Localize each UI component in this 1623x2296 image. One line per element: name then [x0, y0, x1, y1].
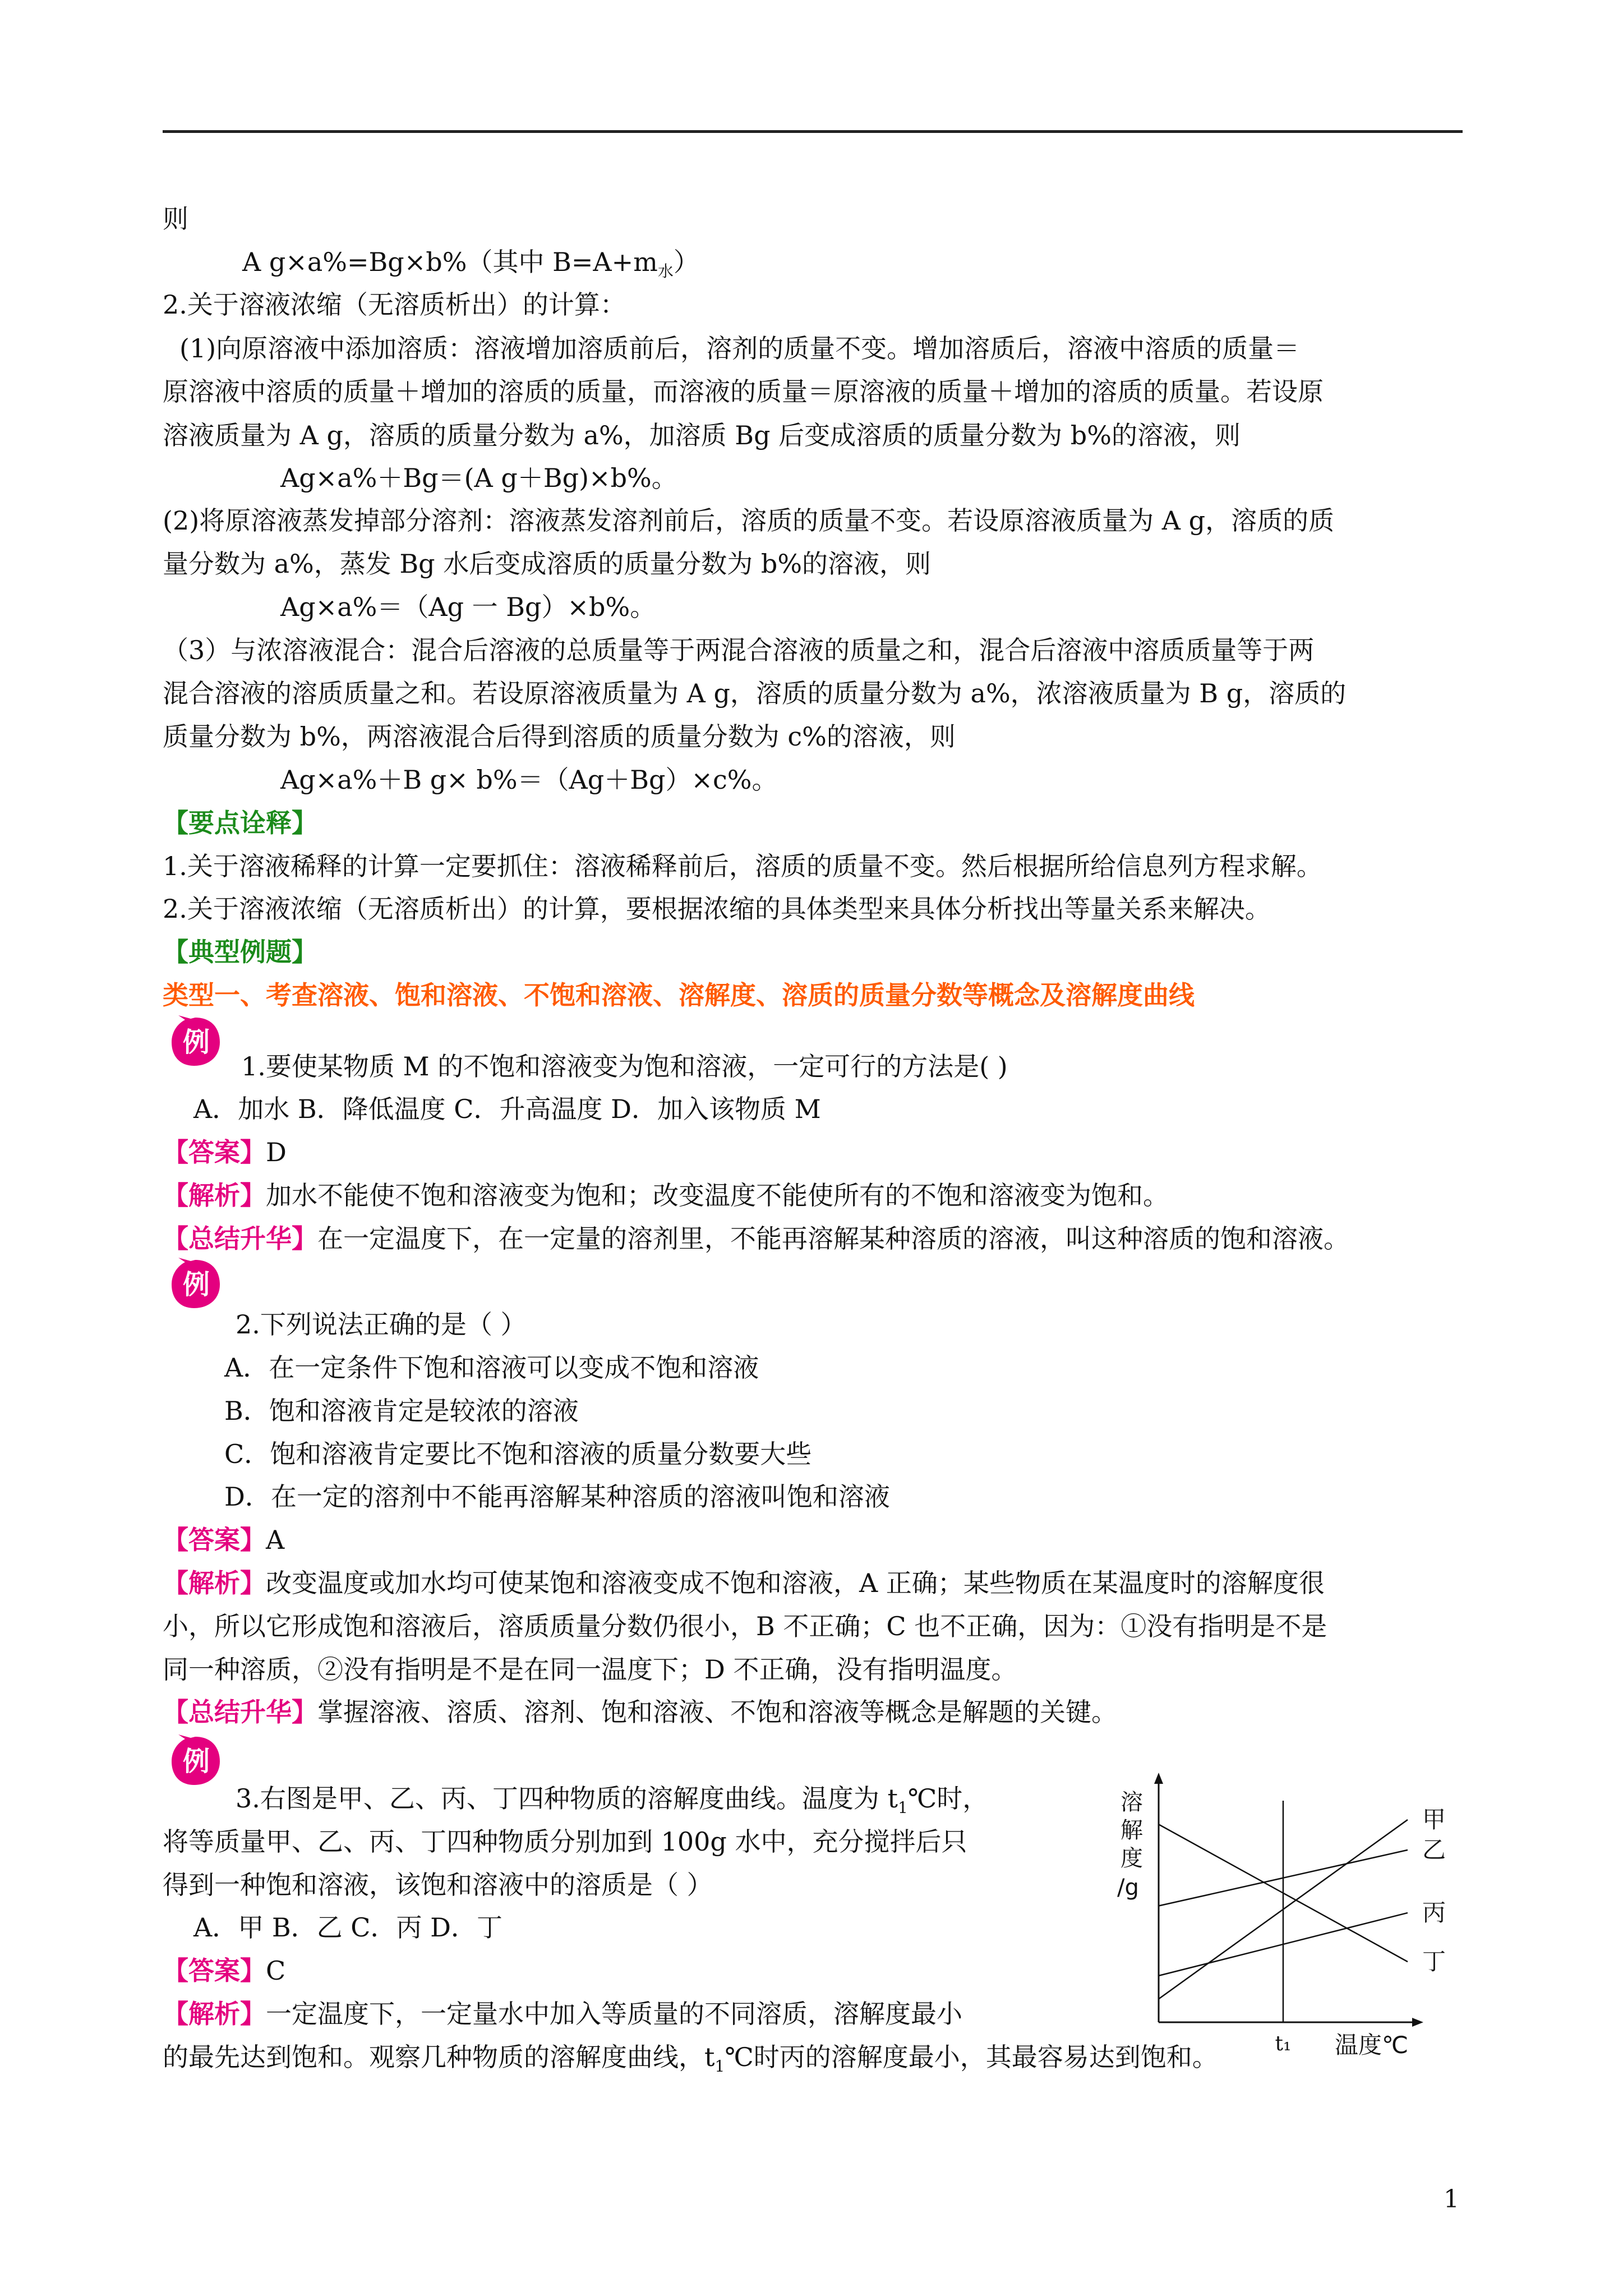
y-axis-label-char: 度: [1121, 1846, 1143, 1871]
para-mix-3: 质量分数为 b%，两溶液混合后得到溶质的质量分数为 c%的溶液，则: [163, 721, 956, 752]
q2-option-a: A．在一定条件下饱和溶液可以变成不饱和溶液: [224, 1352, 759, 1383]
section-concentration-heading: 2.关于溶液浓缩（无溶质析出）的计算：: [163, 289, 626, 320]
key-point-1: 1.关于溶液稀释的计算一定要抓住：溶液稀释前后，溶质的质量不变。然后根据所给信息列方程求解。: [163, 851, 1322, 881]
q1-stem: 1.要使某物质 M 的不饱和溶液变为饱和溶液，一定可行的方法是( ): [241, 1051, 1008, 1082]
para-add-solute-3: 溶液质量为 A g，溶质的质量分数为 a%，加溶质 Bg 后变成溶质的质量分数为 b%的溶液，则: [163, 420, 1241, 450]
formula-evaporate: Ag×a%＝（Ag 一 Bg）×b%。: [280, 592, 656, 622]
para-mix-1: （3）与浓溶液混合：混合后溶液的总质量等于两混合溶液的质量之和，混合后溶液中溶质质量等于两: [163, 635, 1315, 665]
q1-summary: 【总结升华】在一定温度下，在一定量的溶剂里，不能再溶解某种溶质的溶液，叫这种溶质的饱和溶液。: [163, 1223, 1349, 1254]
para-add-solute-1: (1)向原溶液中添加溶质：溶液增加溶质前后，溶剂的质量不变。增加溶质后，溶液中溶质的质量＝: [179, 333, 1300, 364]
q2-analysis-3: 同一种溶质，②没有指明是不是在同一温度下；D 不正确，没有指明温度。: [163, 1654, 1017, 1685]
q2-option-d: D．在一定的溶剂中不能再溶解某种溶质的溶液叫饱和溶液: [224, 1481, 890, 1512]
line-1: 则: [163, 204, 188, 234]
key-point-2: 2.关于溶液浓缩（无溶质析出）的计算，要根据浓缩的具体类型来具体分析找出等量关系来解决。: [163, 894, 1271, 924]
page-number: 1: [1444, 2185, 1459, 2214]
q3-stem-3: 得到一种饱和溶液，该饱和溶液中的溶质是（ ）: [163, 1870, 713, 1900]
formula-mix: Ag×a%＋B g× b%＝（Ag＋Bg）×c%。: [280, 765, 778, 795]
para-evaporate-2: 量分数为 a%，蒸发 Bg 水后变成溶质的质量分数为 b%的溶液，则: [163, 549, 932, 579]
series-label-丙: 丙: [1422, 1898, 1446, 1926]
y-axis-label-char: 溶: [1121, 1789, 1143, 1815]
header-rule: [163, 130, 1463, 133]
heading-examples: 【典型例题】: [163, 937, 317, 967]
q3-options: A．甲 B．乙 C．丙 D．丁: [193, 1912, 502, 1943]
svg-text:例: 例: [182, 1746, 210, 1777]
q2-stem: 2.下列说法正确的是（ ）: [236, 1309, 527, 1340]
example-badge-icon: [168, 1014, 222, 1068]
heading-type-one: 类型一、考查溶液、饱和溶液、不饱和溶液、溶解度、溶质的质量分数等概念及溶解度曲线: [163, 980, 1195, 1010]
q2-option-b: B．饱和溶液肯定是较浓的溶液: [224, 1396, 579, 1426]
y-axis-arrow: [1154, 1773, 1163, 1784]
y-axis-label-char: /g: [1117, 1875, 1139, 1901]
q3-analysis-2: 的最先达到饱和。观察几种物质的溶解度曲线，$t_1℃$时丙的溶解度最小，其最容易达到饱和。: [163, 2042, 1218, 2076]
series-label-甲: 甲: [1422, 1805, 1446, 1833]
example-badge-icon: [168, 1733, 222, 1787]
q2-analysis-2: 小，所以它形成饱和溶液后，溶质质量分数仍很小，B 不正确；C 也不正确，因为：①没有指明是不是: [163, 1611, 1327, 1641]
svg-text:例: 例: [182, 1027, 210, 1058]
series-label-丁: 丁: [1422, 1948, 1446, 1976]
para-evaporate-1: (2)将原溶液蒸发掉部分溶剂：溶液蒸发溶剂前后，溶质的质量不变。若设原溶液质量为 A g，溶质的质: [163, 505, 1335, 536]
solubility-chart: [1110, 1767, 1481, 2064]
x-axis-label: 温度℃: [1335, 2031, 1409, 2059]
x-tick-t1: t₁: [1275, 2032, 1292, 2055]
q3-stem-1: 3.右图是甲、乙、丙、丁四种物质的溶解度曲线。温度为 $t_1℃$时，: [236, 1783, 989, 1818]
q3-analysis-1: 【解析】一定温度下，一定量水中加入等质量的不同溶质，溶解度最小: [163, 1999, 962, 2029]
q1-analysis: 【解析】加水不能使不饱和溶液变为饱和；改变温度不能使所有的不饱和溶液变为饱和。: [163, 1180, 1169, 1211]
formula-dilution: A g×a%=Bg×b%（其中 $B=A+m_水$）: [242, 247, 699, 281]
q3-answer: 【答案】C: [163, 1955, 286, 1986]
x-axis-arrow: [1412, 2018, 1423, 2027]
q2-answer: 【答案】A: [163, 1525, 285, 1555]
q2-summary: 【总结升华】掌握溶液、溶质、溶剂、饱和溶液、不饱和溶液等概念是解题的关键。: [163, 1697, 1117, 1727]
para-add-solute-2: 原溶液中溶质的质量＋增加的溶质的质量，而溶液的质量＝原溶液的质量＋增加的溶质的质量。若设原: [163, 376, 1324, 407]
q2-option-c: C．饱和溶液肯定要比不饱和溶液的质量分数要大些: [224, 1439, 812, 1469]
q3-stem-2: 将等质量甲、乙、丙、丁四种物质分别加到 100g 水中，充分搅拌后只: [163, 1826, 967, 1857]
y-axis-label-char: 解: [1121, 1818, 1143, 1843]
q1-answer: 【答案】D: [163, 1137, 287, 1167]
example-badge-icon: [168, 1257, 222, 1310]
formula-add-solute: Ag×a%＋Bg＝(A g＋Bg)×b%。: [280, 463, 677, 493]
series-label-乙: 乙: [1422, 1835, 1446, 1864]
q2-analysis-1: 【解析】改变温度或加水均可使某饱和溶液变成不饱和溶液，A 正确；某些物质在某温度时的溶解度很: [163, 1568, 1325, 1598]
para-mix-2: 混合溶液的溶质质量之和。若设原溶液质量为 A g，溶质的质量分数为 a%，浓溶液质量为 B g，溶质的: [163, 678, 1347, 708]
q1-options: A．加水 B．降低温度 C．升高温度 D．加入该物质 M: [193, 1094, 821, 1124]
svg-text:例: 例: [182, 1269, 210, 1300]
heading-key-points: 【要点诠释】: [163, 808, 317, 838]
